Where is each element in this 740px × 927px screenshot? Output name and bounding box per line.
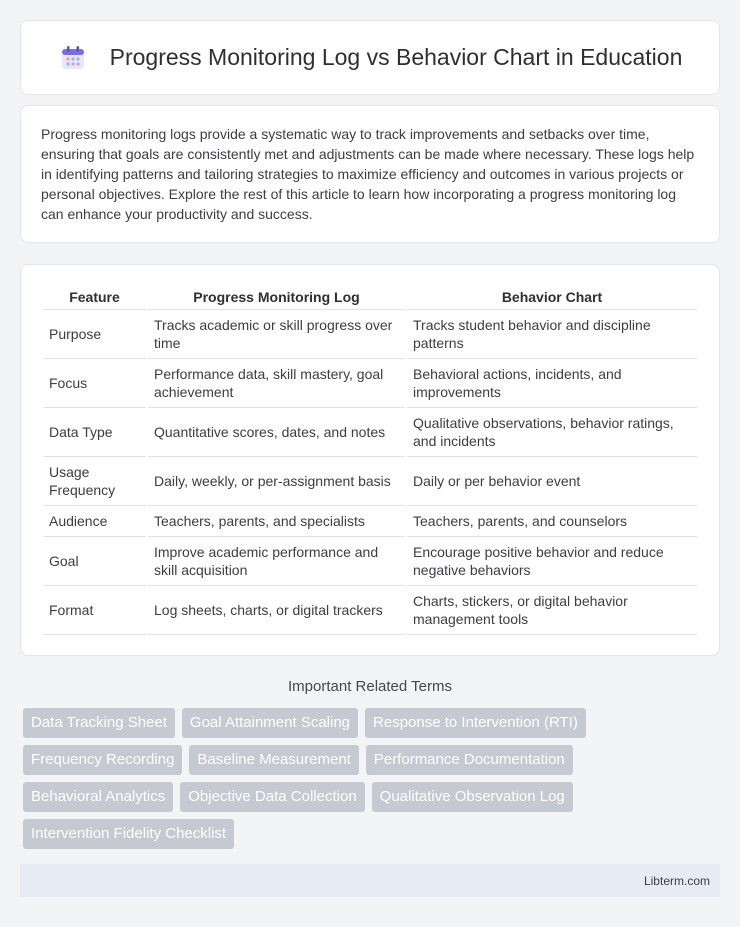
progress-log-cell: Tracks academic or skill progress over time [148,310,405,359]
behavior-chart-cell: Qualitative observations, behavior ratings, and incidents [407,408,697,457]
intro-text: Progress monitoring logs provide a systematic way to track improvements and setbacks over time, ensuring that goals are consistently met and adjustments can be made where necessary. These logs help in identifying patterns and tailoring strategies to maximize efficiency and outcomes in various projects or personal objectives. Explore the rest of this article to learn how incorporating a progress monitoring log can enhance your productivity and success. [41,126,695,222]
related-term-tag[interactable]: Response to Intervention (RTI) [365,708,586,738]
table-row [43,537,697,586]
table-row [43,457,697,506]
related-terms-list [20,708,720,849]
related-term-tag[interactable]: Objective Data Collection [180,782,364,812]
feature-cell: Focus [43,359,146,408]
related-terms-heading: Important Related Terms [288,678,452,695]
behavior-chart-cell: Daily or per behavior event [407,457,697,506]
column-header-progress-monitoring-log: Progress Monitoring Log [148,287,405,310]
title-card [20,20,720,95]
table-row [43,506,697,537]
feature-cell: Format [43,586,146,635]
feature-cell: Usage Frequency [43,457,146,506]
progress-log-cell: Performance data, skill mastery, goal achievement [148,359,405,408]
table-row [43,586,697,635]
footer-site-link[interactable]: Libterm.com [643,873,710,888]
column-header-feature: Feature [43,287,146,310]
feature-cell: Purpose [43,310,146,359]
related-term-tag[interactable]: Baseline Measurement [189,745,358,775]
comparison-table [41,287,699,635]
behavior-chart-cell: Charts, stickers, or digital behavior management tools [407,586,697,635]
table-row [43,359,697,408]
related-term-tag[interactable]: Intervention Fidelity Checklist [23,819,234,849]
progress-log-cell: Improve academic performance and skill acquisition [148,537,405,586]
calendar-icon [58,43,88,73]
feature-cell: Goal [43,537,146,586]
table-row [43,408,697,457]
behavior-chart-cell: Encourage positive behavior and reduce negative behaviors [407,537,697,586]
feature-cell: Data Type [43,408,146,457]
table-header-row [43,287,697,310]
related-term-tag[interactable]: Goal Attainment Scaling [182,708,358,738]
table-row [43,310,697,359]
feature-cell: Audience [43,506,146,537]
behavior-chart-cell: Behavioral actions, incidents, and improvements [407,359,697,408]
behavior-chart-cell: Teachers, parents, and counselors [407,506,697,537]
progress-log-cell: Quantitative scores, dates, and notes [148,408,405,457]
column-header-behavior-chart: Behavior Chart [407,287,697,310]
progress-log-cell: Teachers, parents, and specialists [148,506,405,537]
intro-card [20,105,720,243]
related-term-tag[interactable]: Data Tracking Sheet [23,708,175,738]
related-term-tag[interactable]: Frequency Recording [23,745,182,775]
related-term-tag[interactable]: Qualitative Observation Log [372,782,573,812]
related-term-tag[interactable]: Performance Documentation [366,745,573,775]
footer [20,864,720,897]
related-term-tag[interactable]: Behavioral Analytics [23,782,173,812]
page-title: Progress Monitoring Log vs Behavior Chart in Education [109,44,683,70]
behavior-chart-cell: Tracks student behavior and discipline patterns [407,310,697,359]
progress-log-cell: Log sheets, charts, or digital trackers [148,586,405,635]
progress-log-cell: Daily, weekly, or per-assignment basis [148,457,405,506]
comparison-card [20,264,720,656]
